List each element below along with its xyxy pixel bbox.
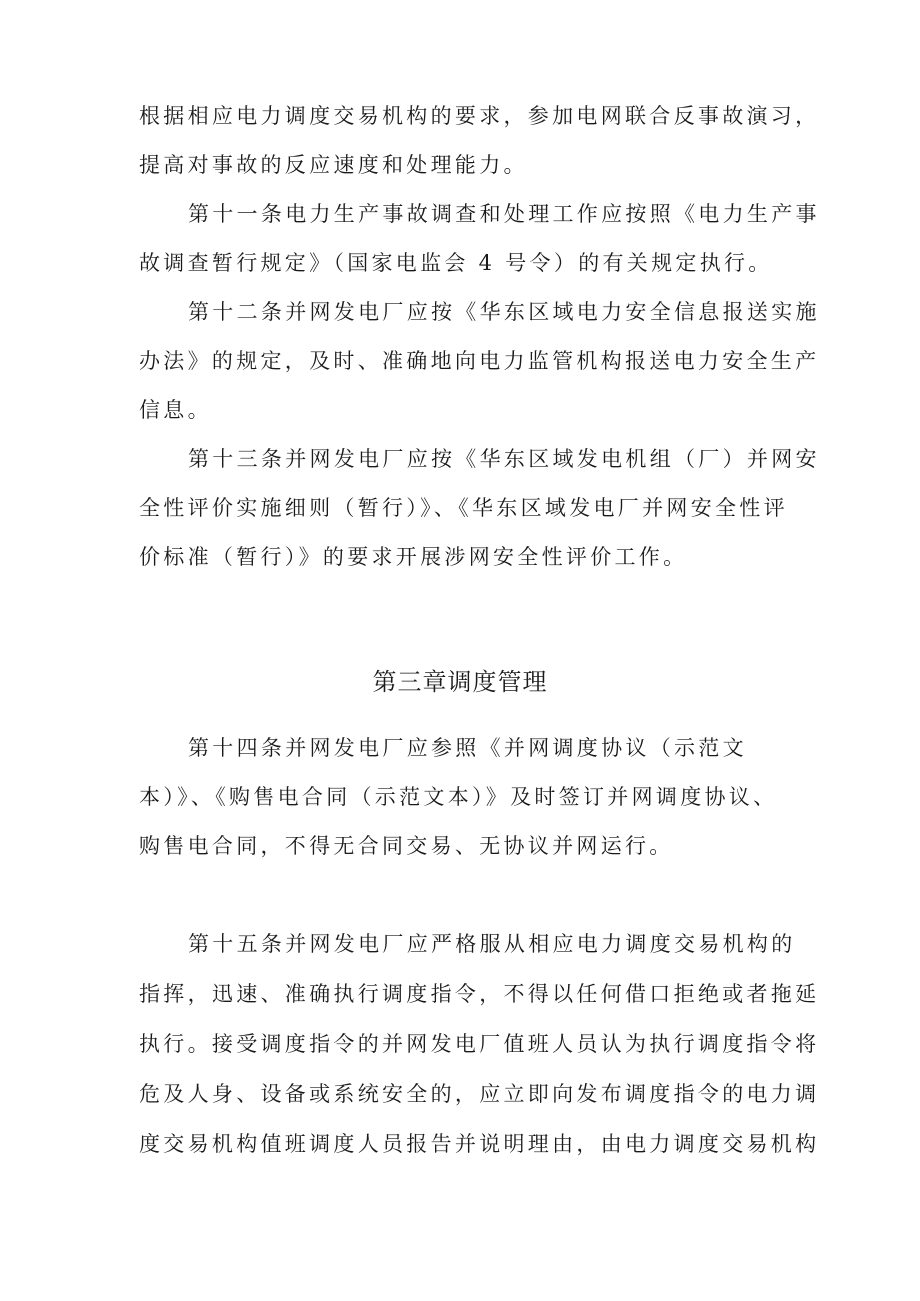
paragraph-line: 全性评价实施细则（暂行）》、《华东区域发电厂并网安全性评	[139, 496, 788, 520]
paragraph-line: 信息。	[139, 398, 212, 422]
article-15-line: 第十五条并网发电厂应严格服从相应电力调度交易机构的	[188, 932, 796, 956]
paragraph-line: 执行。接受调度指令的并网发电厂值班人员认为执行调度指令将	[139, 1032, 820, 1056]
article-11-line: 第十一条电力生产事故调查和处理工作应按照《电力生产事	[188, 202, 820, 226]
article-14-line: 第十四条并网发电厂应参照《并网调度协议（示范文	[188, 736, 747, 760]
paragraph-line: 本）》、《购售电合同（示范文本）》及时签订并网调度协议、	[139, 785, 778, 809]
paragraph-line: 购售电合同，不得无合同交易、无协议并网运行。	[139, 834, 674, 858]
paragraph-line: 故调查暂行规定》（国家电监会 4 号令）的有关规定执行。	[139, 251, 773, 275]
article-13-line: 第十三条并网发电厂应按《华东区域发电机组（厂）并网安	[188, 447, 820, 471]
article-12-line: 第十二条并网发电厂应按《华东区域电力安全信息报送实施	[188, 300, 820, 324]
paragraph-line: 指挥，迅速、准确执行调度指令，不得以任何借口拒绝或者拖延	[139, 982, 820, 1006]
paragraph-line: 根据相应电力调度交易机构的要求，参加电网联合反事故演习，	[139, 104, 820, 128]
paragraph-line: 办法》的规定，及时、准确地向电力监管机构报送电力安全生产	[139, 349, 820, 373]
chapter-heading: 第三章调度管理	[372, 668, 548, 696]
paragraph-line: 价标准（暂行）》的要求开展涉网安全性评价工作。	[139, 545, 688, 569]
paragraph-line: 危及人身、设备或系统安全的，应立即向发布调度指令的电力调	[139, 1082, 820, 1106]
paragraph-line: 度交易机构值班调度人员报告并说明理由，由电力调度交易机构	[139, 1132, 820, 1156]
paragraph-line: 提高对事故的反应速度和处理能力。	[139, 153, 528, 177]
